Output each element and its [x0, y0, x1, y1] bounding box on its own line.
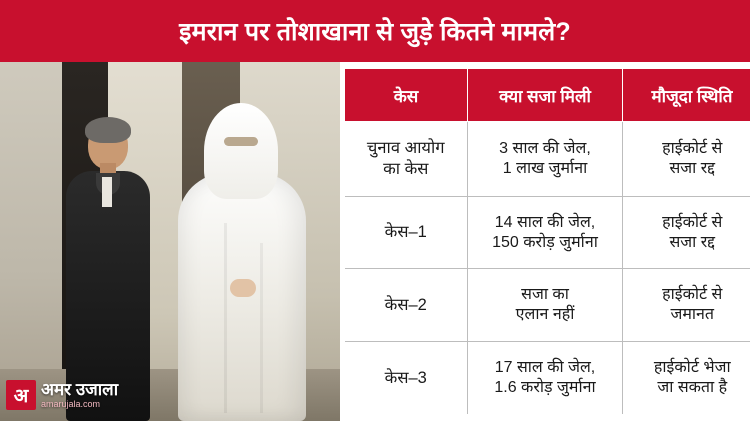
cell-line: सजा का	[521, 286, 569, 304]
cell-status	[623, 342, 750, 414]
woman-robe-fold	[224, 223, 227, 413]
cell-line: हाईकोर्ट से	[662, 139, 723, 157]
case-table-wrapper	[340, 62, 750, 421]
column-header-case: केस	[345, 69, 468, 122]
cell-status	[623, 269, 750, 342]
cell-line: 3 साल की जेल,	[499, 139, 591, 157]
cell-line: केस–2	[384, 296, 427, 315]
cell-line: सजा रद्द	[669, 233, 716, 251]
man-shirt	[102, 177, 112, 207]
cell-punishment	[468, 269, 623, 342]
cell-line: 17 साल की जेल,	[494, 359, 596, 377]
cell-line: 150 करोड़ जुर्माना	[492, 233, 598, 251]
cell-line: 14 साल की जेल,	[494, 213, 596, 231]
cell-line: जमानत	[670, 306, 715, 324]
cell-line: का केस	[383, 159, 429, 178]
logo-mark: अ	[6, 380, 36, 410]
logo-url: amarujala.com	[41, 399, 101, 409]
woman-veil	[204, 103, 278, 199]
table-row	[345, 269, 750, 342]
cell-case	[345, 342, 468, 414]
table-header-row	[345, 69, 750, 122]
table-row	[345, 196, 750, 269]
person-woman	[178, 103, 306, 421]
man-hair	[85, 117, 131, 143]
case-table	[344, 68, 750, 414]
cell-line: हाईकोर्ट से	[662, 286, 723, 304]
column-header-punishment: क्या सजा मिली	[468, 69, 623, 122]
background-wall-left	[0, 62, 62, 421]
cell-line: सजा रद्द	[669, 159, 716, 177]
photo-panel	[0, 62, 340, 421]
headline-bar	[0, 0, 750, 62]
woman-robe	[178, 173, 306, 421]
brand-logo	[6, 375, 118, 415]
cell-line: केस–1	[384, 223, 427, 242]
cell-line: चुनाव आयोग	[366, 139, 445, 158]
woman-robe-fold	[260, 243, 263, 413]
cell-case	[345, 269, 468, 342]
cell-line: केस–3	[384, 368, 427, 387]
table-row	[345, 342, 750, 414]
cell-line: जा सकता है	[657, 379, 728, 397]
cell-line: 1 लाख जुर्माना	[502, 159, 588, 177]
table-row	[345, 122, 750, 197]
cell-case	[345, 196, 468, 269]
logo-text	[41, 381, 118, 409]
woman-face-opening	[224, 137, 258, 146]
column-header-status: मौजूदा स्थिति	[623, 69, 750, 122]
cell-status	[623, 196, 750, 269]
logo-name: अमर उजाला	[41, 380, 119, 399]
cell-punishment	[468, 342, 623, 414]
cell-case	[345, 122, 468, 197]
cell-line: एलान नहीं	[515, 306, 575, 324]
woman-hands	[230, 279, 256, 297]
cell-line: हाईकोर्ट भेजा	[653, 359, 731, 377]
cell-punishment	[468, 196, 623, 269]
cell-line: हाईकोर्ट से	[662, 213, 723, 231]
page-title: इमरान पर तोशाखाना से जुड़े कितने मामले?	[179, 18, 571, 46]
cell-status	[623, 122, 750, 197]
cell-line: 1.6 करोड़ जुर्माना	[494, 379, 596, 397]
cell-punishment	[468, 122, 623, 197]
